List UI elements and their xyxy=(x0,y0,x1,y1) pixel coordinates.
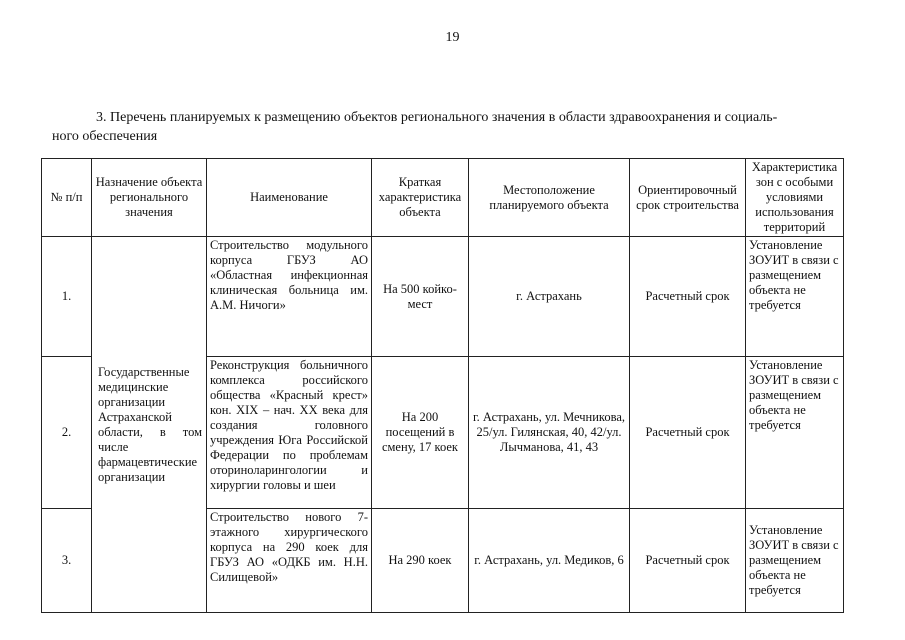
objects-table xyxy=(41,158,844,613)
table-row xyxy=(42,237,844,357)
row-brief: На 290 коек xyxy=(372,509,469,613)
header-num: № п/п xyxy=(42,159,92,237)
row-zones: Установление ЗОУИТ в связи с размещением объекта не требуется xyxy=(746,357,844,509)
row-name: Строительство модульного корпуса ГБУЗ АО «Областная инфекционная клиническая больница им. А.М. Ничоги» xyxy=(207,237,372,357)
header-location: Местоположение планируемого объекта xyxy=(469,159,630,237)
row-zones: Установление ЗОУИТ в связи с размещением объекта не требуется xyxy=(746,237,844,357)
purpose-text: Государственные медицинские организации Астраханской области, в том числе фармацевтические организации xyxy=(98,364,202,484)
table-header-row xyxy=(42,159,844,237)
row-zones: Установление ЗОУИТ в связи с размещением объекта не требуется xyxy=(746,509,844,613)
row-location: г. Астрахань, ул. Медиков, 6 xyxy=(469,509,630,613)
row-brief: На 500 койко-мест xyxy=(372,237,469,357)
row-num: 2. xyxy=(42,357,92,509)
row-location: г. Астрахань, ул. Мечникова, 25/ул. Гилянская, 40, 42/ул. Лычманова, 41, 43 xyxy=(469,357,630,509)
page-number: 19 xyxy=(445,30,460,45)
purpose-cell xyxy=(92,237,207,613)
section-heading-line1: 3. Перечень планируемых к размещению объектов регионального значения в области здравоохранения и социаль- xyxy=(96,110,778,125)
row-name: Реконструкция больничного комплекса российского общества «Красный крест» кон. XIX – нач. XX века для создания головного учреждения Юга Российской Федерации по проблемам оториноларингологии и хирургии головы и шеи xyxy=(207,357,372,509)
row-term: Расчетный срок xyxy=(630,357,746,509)
row-term: Расчетный срок xyxy=(630,237,746,357)
row-brief: На 200 посещений в смену, 17 коек xyxy=(372,357,469,509)
header-purpose: Назначение объекта регионального значения xyxy=(92,159,207,237)
row-location: г. Астрахань xyxy=(469,237,630,357)
row-term: Расчетный срок xyxy=(630,509,746,613)
row-num: 1. xyxy=(42,237,92,357)
header-term: Ориентировочный срок строительства xyxy=(630,159,746,237)
header-brief: Краткая характеристика объекта xyxy=(372,159,469,237)
header-name: Наименование xyxy=(207,159,372,237)
section-heading xyxy=(52,108,852,146)
row-num: 3. xyxy=(42,509,92,613)
header-zones: Характеристика зон с особыми условиями использования территорий xyxy=(746,159,844,237)
row-name: Строительство нового 7-этажного хирургического корпуса на 290 коек для ГБУЗ АО «ОДКБ им. Н.Н. Силищевой» xyxy=(207,509,372,613)
section-heading-line2: ного обеспечения xyxy=(52,129,158,144)
